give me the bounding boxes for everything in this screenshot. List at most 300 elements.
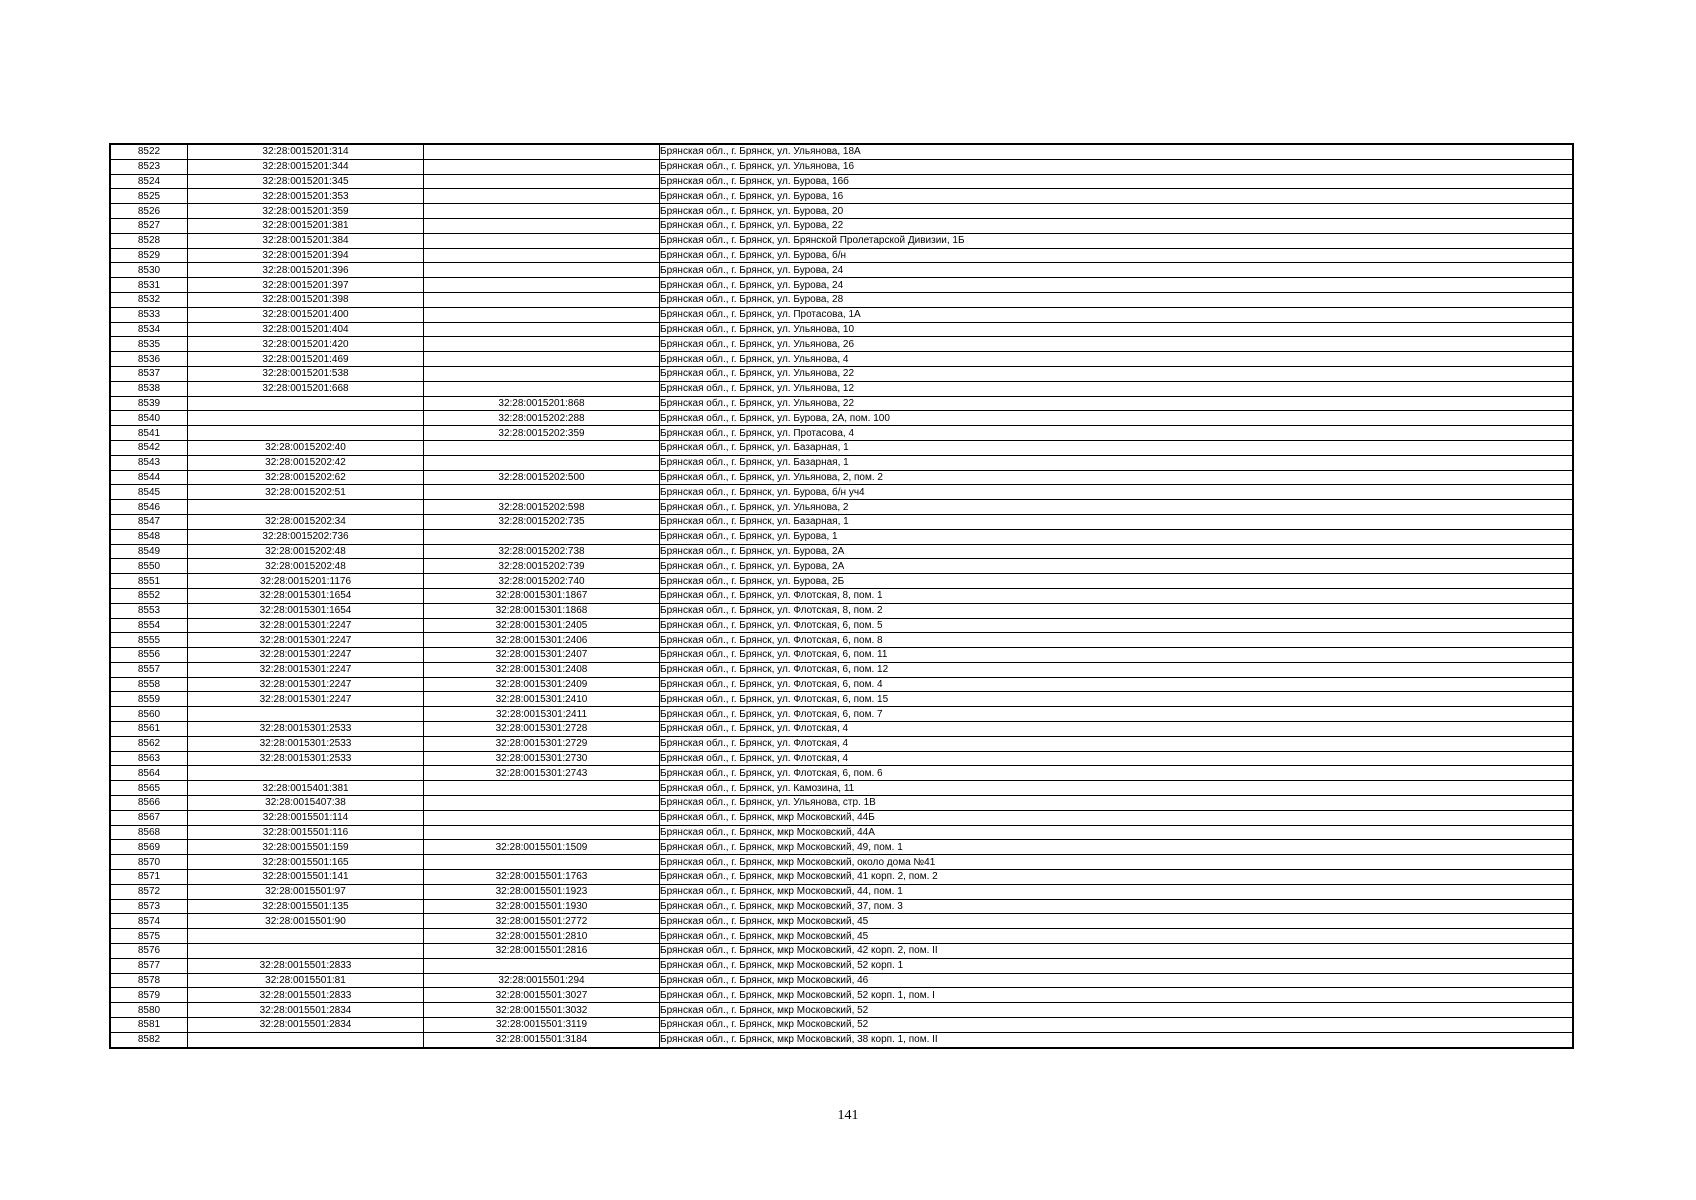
address-cell: Брянская обл., г. Брянск, мкр Московский, 42 корп. 2, пом. II xyxy=(660,944,1574,959)
land-cadastral-number-cell: 32:28:0015201:1176 xyxy=(188,574,424,589)
address-cell: Брянская обл., г. Брянск, ул. Протасова, 1А xyxy=(660,307,1574,322)
address-cell: Брянская обл., г. Брянск, ул. Флотская, 4 xyxy=(660,736,1574,751)
register-table-body xyxy=(110,144,1573,1048)
land-cadastral-number-cell xyxy=(188,766,424,781)
register-table xyxy=(109,143,1574,1049)
land-cadastral-number-cell: 32:28:0015201:400 xyxy=(188,307,424,322)
land-cadastral-number-cell xyxy=(188,707,424,722)
table-row xyxy=(110,958,1573,973)
land-cadastral-number-cell: 32:28:0015201:397 xyxy=(188,278,424,293)
table-row xyxy=(110,736,1573,751)
table-row xyxy=(110,944,1573,959)
row-number-cell: 8568 xyxy=(110,825,188,840)
object-cadastral-number-cell xyxy=(424,233,660,248)
object-cadastral-number-cell xyxy=(424,159,660,174)
address-cell: Брянская обл., г. Брянск, ул. Бурова, 24 xyxy=(660,263,1574,278)
address-cell: Брянская обл., г. Брянск, ул. Ульянова, 2, пом. 2 xyxy=(660,470,1574,485)
land-cadastral-number-cell: 32:28:0015301:2533 xyxy=(188,722,424,737)
row-number-cell: 8528 xyxy=(110,233,188,248)
table-row xyxy=(110,662,1573,677)
object-cadastral-number-cell: 32:28:0015501:2816 xyxy=(424,944,660,959)
address-cell: Брянская обл., г. Брянск, ул. Ульянова, 4 xyxy=(660,352,1574,367)
address-cell: Брянская обл., г. Брянск, ул. Ульянова, 12 xyxy=(660,381,1574,396)
row-number-cell: 8575 xyxy=(110,929,188,944)
land-cadastral-number-cell xyxy=(188,944,424,959)
object-cadastral-number-cell xyxy=(424,248,660,263)
table-row xyxy=(110,411,1573,426)
page-number: 141 xyxy=(837,1108,859,1123)
object-cadastral-number-cell: 32:28:0015301:2729 xyxy=(424,736,660,751)
address-cell: Брянская обл., г. Брянск, ул. Бурова, 2А xyxy=(660,559,1574,574)
land-cadastral-number-cell: 32:28:0015301:2533 xyxy=(188,751,424,766)
object-cadastral-number-cell: 32:28:0015501:3184 xyxy=(424,1032,660,1047)
address-cell: Брянская обл., г. Брянск, ул. Флотская, 6, пом. 6 xyxy=(660,766,1574,781)
object-cadastral-number-cell: 32:28:0015301:2743 xyxy=(424,766,660,781)
address-cell: Брянская обл., г. Брянск, мкр Московский, 46 xyxy=(660,973,1574,988)
address-cell: Брянская обл., г. Брянск, мкр Московский, 52 корп. 1 xyxy=(660,958,1574,973)
row-number-cell: 8550 xyxy=(110,559,188,574)
address-cell: Брянская обл., г. Брянск, ул. Бурова, 1 xyxy=(660,529,1574,544)
land-cadastral-number-cell: 32:28:0015501:81 xyxy=(188,973,424,988)
row-number-cell: 8581 xyxy=(110,1018,188,1033)
address-cell: Брянская обл., г. Брянск, ул. Бурова, 16 xyxy=(660,189,1574,204)
object-cadastral-number-cell: 32:28:0015202:598 xyxy=(424,500,660,515)
land-cadastral-number-cell: 32:28:0015201:420 xyxy=(188,337,424,352)
table-row xyxy=(110,381,1573,396)
row-number-cell: 8526 xyxy=(110,204,188,219)
row-number-cell: 8556 xyxy=(110,648,188,663)
table-row xyxy=(110,677,1573,692)
address-cell: Брянская обл., г. Брянск, мкр Московский, 41 корп. 2, пом. 2 xyxy=(660,870,1574,885)
object-cadastral-number-cell: 32:28:0015501:1923 xyxy=(424,884,660,899)
table-row xyxy=(110,707,1573,722)
object-cadastral-number-cell: 32:28:0015202:738 xyxy=(424,544,660,559)
table-row xyxy=(110,929,1573,944)
object-cadastral-number-cell: 32:28:0015501:1763 xyxy=(424,870,660,885)
table-row xyxy=(110,870,1573,885)
table-row xyxy=(110,825,1573,840)
table-row xyxy=(110,470,1573,485)
land-cadastral-number-cell: 32:28:0015301:2247 xyxy=(188,648,424,663)
object-cadastral-number-cell: 32:28:0015301:1867 xyxy=(424,588,660,603)
row-number-cell: 8570 xyxy=(110,855,188,870)
address-cell: Брянская обл., г. Брянск, ул. Камозина, 11 xyxy=(660,781,1574,796)
table-row xyxy=(110,603,1573,618)
object-cadastral-number-cell: 32:28:0015301:2728 xyxy=(424,722,660,737)
land-cadastral-number-cell: 32:28:0015202:40 xyxy=(188,440,424,455)
table-row xyxy=(110,914,1573,929)
table-row xyxy=(110,455,1573,470)
object-cadastral-number-cell: 32:28:0015301:2410 xyxy=(424,692,660,707)
address-cell: Брянская обл., г. Брянск, ул. Флотская, 8, пом. 1 xyxy=(660,588,1574,603)
row-number-cell: 8532 xyxy=(110,292,188,307)
table-row xyxy=(110,722,1573,737)
row-number-cell: 8545 xyxy=(110,485,188,500)
row-number-cell: 8524 xyxy=(110,174,188,189)
table-row xyxy=(110,366,1573,381)
object-cadastral-number-cell xyxy=(424,825,660,840)
row-number-cell: 8559 xyxy=(110,692,188,707)
address-cell: Брянская обл., г. Брянск, ул. Флотская, 6, пом. 12 xyxy=(660,662,1574,677)
table-row xyxy=(110,278,1573,293)
row-number-cell: 8554 xyxy=(110,618,188,633)
row-number-cell: 8552 xyxy=(110,588,188,603)
land-cadastral-number-cell: 32:28:0015202:48 xyxy=(188,559,424,574)
row-number-cell: 8564 xyxy=(110,766,188,781)
row-number-cell: 8562 xyxy=(110,736,188,751)
row-number-cell: 8543 xyxy=(110,455,188,470)
address-cell: Брянская обл., г. Брянск, мкр Московский, 49, пом. 1 xyxy=(660,840,1574,855)
table-row xyxy=(110,426,1573,441)
table-row xyxy=(110,233,1573,248)
land-cadastral-number-cell: 32:28:0015202:34 xyxy=(188,514,424,529)
row-number-cell: 8544 xyxy=(110,470,188,485)
object-cadastral-number-cell: 32:28:0015301:2405 xyxy=(424,618,660,633)
object-cadastral-number-cell xyxy=(424,810,660,825)
object-cadastral-number-cell xyxy=(424,292,660,307)
object-cadastral-number-cell xyxy=(424,352,660,367)
address-cell: Брянская обл., г. Брянск, ул. Бурова, 24 xyxy=(660,278,1574,293)
land-cadastral-number-cell xyxy=(188,411,424,426)
row-number-cell: 8567 xyxy=(110,810,188,825)
land-cadastral-number-cell: 32:28:0015501:135 xyxy=(188,899,424,914)
object-cadastral-number-cell: 32:28:0015301:2409 xyxy=(424,677,660,692)
land-cadastral-number-cell: 32:28:0015501:90 xyxy=(188,914,424,929)
object-cadastral-number-cell xyxy=(424,337,660,352)
land-cadastral-number-cell: 32:28:0015301:2247 xyxy=(188,633,424,648)
row-number-cell: 8535 xyxy=(110,337,188,352)
table-row xyxy=(110,988,1573,1003)
row-number-cell: 8541 xyxy=(110,426,188,441)
table-row xyxy=(110,574,1573,589)
land-cadastral-number-cell: 32:28:0015202:62 xyxy=(188,470,424,485)
land-cadastral-number-cell: 32:28:0015201:404 xyxy=(188,322,424,337)
address-cell: Брянская обл., г. Брянск, ул. Базарная, 1 xyxy=(660,455,1574,470)
address-cell: Брянская обл., г. Брянск, ул. Ульянова, 26 xyxy=(660,337,1574,352)
object-cadastral-number-cell: 32:28:0015301:2730 xyxy=(424,751,660,766)
row-number-cell: 8576 xyxy=(110,944,188,959)
object-cadastral-number-cell: 32:28:0015301:2407 xyxy=(424,648,660,663)
land-cadastral-number-cell: 32:28:0015501:97 xyxy=(188,884,424,899)
address-cell: Брянская обл., г. Брянск, ул. Бурова, 28 xyxy=(660,292,1574,307)
row-number-cell: 8573 xyxy=(110,899,188,914)
table-row xyxy=(110,1018,1573,1033)
table-row xyxy=(110,618,1573,633)
land-cadastral-number-cell: 32:28:0015301:1654 xyxy=(188,603,424,618)
row-number-cell: 8557 xyxy=(110,662,188,677)
land-cadastral-number-cell: 32:28:0015202:48 xyxy=(188,544,424,559)
land-cadastral-number-cell: 32:28:0015201:314 xyxy=(188,144,424,159)
table-row xyxy=(110,840,1573,855)
land-cadastral-number-cell: 32:28:0015201:359 xyxy=(188,204,424,219)
row-number-cell: 8538 xyxy=(110,381,188,396)
land-cadastral-number-cell: 32:28:0015201:668 xyxy=(188,381,424,396)
object-cadastral-number-cell xyxy=(424,218,660,233)
object-cadastral-number-cell: 32:28:0015202:500 xyxy=(424,470,660,485)
object-cadastral-number-cell xyxy=(424,278,660,293)
land-cadastral-number-cell: 32:28:0015301:2247 xyxy=(188,618,424,633)
address-cell: Брянская обл., г. Брянск, ул. Бурова, 2А, пом. 100 xyxy=(660,411,1574,426)
land-cadastral-number-cell: 32:28:0015201:538 xyxy=(188,366,424,381)
object-cadastral-number-cell xyxy=(424,855,660,870)
row-number-cell: 8536 xyxy=(110,352,188,367)
address-cell: Брянская обл., г. Брянск, ул. Флотская, 4 xyxy=(660,751,1574,766)
row-number-cell: 8540 xyxy=(110,411,188,426)
object-cadastral-number-cell: 32:28:0015501:3027 xyxy=(424,988,660,1003)
object-cadastral-number-cell xyxy=(424,189,660,204)
table-row xyxy=(110,692,1573,707)
land-cadastral-number-cell: 32:28:0015301:2533 xyxy=(188,736,424,751)
row-number-cell: 8582 xyxy=(110,1032,188,1047)
row-number-cell: 8558 xyxy=(110,677,188,692)
address-cell: Брянская обл., г. Брянск, мкр Московский, 52 корп. 1, пом. I xyxy=(660,988,1574,1003)
row-number-cell: 8539 xyxy=(110,396,188,411)
row-number-cell: 8565 xyxy=(110,781,188,796)
row-number-cell: 8527 xyxy=(110,218,188,233)
object-cadastral-number-cell xyxy=(424,455,660,470)
object-cadastral-number-cell xyxy=(424,204,660,219)
table-row xyxy=(110,529,1573,544)
land-cadastral-number-cell xyxy=(188,426,424,441)
table-row xyxy=(110,1003,1573,1018)
land-cadastral-number-cell: 32:28:0015201:394 xyxy=(188,248,424,263)
row-number-cell: 8553 xyxy=(110,603,188,618)
address-cell: Брянская обл., г. Брянск, ул. Бурова, 2Б xyxy=(660,574,1574,589)
table-row xyxy=(110,159,1573,174)
object-cadastral-number-cell xyxy=(424,144,660,159)
table-row xyxy=(110,648,1573,663)
row-number-cell: 8547 xyxy=(110,514,188,529)
land-cadastral-number-cell: 32:28:0015201:384 xyxy=(188,233,424,248)
row-number-cell: 8529 xyxy=(110,248,188,263)
row-number-cell: 8569 xyxy=(110,840,188,855)
address-cell: Брянская обл., г. Брянск, ул. Бурова, б/н уч4 xyxy=(660,485,1574,500)
table-row xyxy=(110,307,1573,322)
row-number-cell: 8577 xyxy=(110,958,188,973)
row-number-cell: 8533 xyxy=(110,307,188,322)
address-cell: Брянская обл., г. Брянск, мкр Московский, 38 корп. 1, пом. II xyxy=(660,1032,1574,1047)
object-cadastral-number-cell: 32:28:0015301:1868 xyxy=(424,603,660,618)
land-cadastral-number-cell: 32:28:0015501:165 xyxy=(188,855,424,870)
land-cadastral-number-cell: 32:28:0015501:141 xyxy=(188,870,424,885)
row-number-cell: 8523 xyxy=(110,159,188,174)
address-cell: Брянская обл., г. Брянск, ул. Ульянова, 16 xyxy=(660,159,1574,174)
row-number-cell: 8560 xyxy=(110,707,188,722)
table-row xyxy=(110,485,1573,500)
table-row xyxy=(110,973,1573,988)
address-cell: Брянская обл., г. Брянск, ул. Бурова, б/н xyxy=(660,248,1574,263)
object-cadastral-number-cell: 32:28:0015202:740 xyxy=(424,574,660,589)
table-row xyxy=(110,218,1573,233)
object-cadastral-number-cell xyxy=(424,796,660,811)
address-cell: Брянская обл., г. Брянск, мкр Московский, 37, пом. 3 xyxy=(660,899,1574,914)
object-cadastral-number-cell xyxy=(424,485,660,500)
row-number-cell: 8574 xyxy=(110,914,188,929)
table-row xyxy=(110,751,1573,766)
land-cadastral-number-cell: 32:28:0015401:381 xyxy=(188,781,424,796)
object-cadastral-number-cell: 32:28:0015501:1509 xyxy=(424,840,660,855)
table-row xyxy=(110,440,1573,455)
table-row xyxy=(110,322,1573,337)
address-cell: Брянская обл., г. Брянск, ул. Флотская, 6, пом. 8 xyxy=(660,633,1574,648)
table-row xyxy=(110,144,1573,159)
address-cell: Брянская обл., г. Брянск, мкр Московский, 45 xyxy=(660,929,1574,944)
address-cell: Брянская обл., г. Брянск, ул. Флотская, 6, пом. 7 xyxy=(660,707,1574,722)
land-cadastral-number-cell: 32:28:0015301:1654 xyxy=(188,588,424,603)
object-cadastral-number-cell: 32:28:0015301:2406 xyxy=(424,633,660,648)
table-row xyxy=(110,204,1573,219)
land-cadastral-number-cell: 32:28:0015301:2247 xyxy=(188,662,424,677)
address-cell: Брянская обл., г. Брянск, ул. Ульянова, 10 xyxy=(660,322,1574,337)
row-number-cell: 8563 xyxy=(110,751,188,766)
address-cell: Брянская обл., г. Брянск, ул. Флотская, 6, пом. 4 xyxy=(660,677,1574,692)
table-row xyxy=(110,263,1573,278)
land-cadastral-number-cell xyxy=(188,929,424,944)
land-cadastral-number-cell xyxy=(188,1032,424,1047)
row-number-cell: 8551 xyxy=(110,574,188,589)
row-number-cell: 8579 xyxy=(110,988,188,1003)
address-cell: Брянская обл., г. Брянск, ул. Базарная, 1 xyxy=(660,514,1574,529)
address-cell: Брянская обл., г. Брянск, ул. Ульянова, 2 xyxy=(660,500,1574,515)
row-number-cell: 8561 xyxy=(110,722,188,737)
object-cadastral-number-cell xyxy=(424,174,660,189)
object-cadastral-number-cell: 32:28:0015301:2411 xyxy=(424,707,660,722)
land-cadastral-number-cell: 32:28:0015202:51 xyxy=(188,485,424,500)
land-cadastral-number-cell: 32:28:0015407:38 xyxy=(188,796,424,811)
address-cell: Брянская обл., г. Брянск, ул. Брянской Пролетарской Дивизии, 1Б xyxy=(660,233,1574,248)
table-row xyxy=(110,796,1573,811)
land-cadastral-number-cell: 32:28:0015202:736 xyxy=(188,529,424,544)
address-cell: Брянская обл., г. Брянск, ул. Базарная, 1 xyxy=(660,440,1574,455)
object-cadastral-number-cell: 32:28:0015202:359 xyxy=(424,426,660,441)
object-cadastral-number-cell: 32:28:0015501:3032 xyxy=(424,1003,660,1018)
object-cadastral-number-cell: 32:28:0015501:2810 xyxy=(424,929,660,944)
object-cadastral-number-cell xyxy=(424,529,660,544)
address-cell: Брянская обл., г. Брянск, ул. Протасова, 4 xyxy=(660,426,1574,441)
address-cell: Брянская обл., г. Брянск, ул. Ульянова, 22 xyxy=(660,366,1574,381)
land-cadastral-number-cell: 32:28:0015301:2247 xyxy=(188,692,424,707)
address-cell: Брянская обл., г. Брянск, ул. Ульянова, 22 xyxy=(660,396,1574,411)
row-number-cell: 8580 xyxy=(110,1003,188,1018)
row-number-cell: 8531 xyxy=(110,278,188,293)
table-row xyxy=(110,514,1573,529)
object-cadastral-number-cell: 32:28:0015501:1930 xyxy=(424,899,660,914)
row-number-cell: 8546 xyxy=(110,500,188,515)
row-number-cell: 8555 xyxy=(110,633,188,648)
address-cell: Брянская обл., г. Брянск, мкр Московский, 44Б xyxy=(660,810,1574,825)
address-cell: Брянская обл., г. Брянск, ул. Флотская, 8, пом. 2 xyxy=(660,603,1574,618)
object-cadastral-number-cell: 32:28:0015202:735 xyxy=(424,514,660,529)
land-cadastral-number-cell: 32:28:0015501:159 xyxy=(188,840,424,855)
row-number-cell: 8571 xyxy=(110,870,188,885)
land-cadastral-number-cell: 32:28:0015501:2834 xyxy=(188,1018,424,1033)
row-number-cell: 8537 xyxy=(110,366,188,381)
address-cell: Брянская обл., г. Брянск, ул. Бурова, 20 xyxy=(660,204,1574,219)
address-cell: Брянская обл., г. Брянск, ул. Флотская, 4 xyxy=(660,722,1574,737)
address-cell: Брянская обл., г. Брянск, ул. Бурова, 16б xyxy=(660,174,1574,189)
land-cadastral-number-cell: 32:28:0015201:469 xyxy=(188,352,424,367)
land-cadastral-number-cell: 32:28:0015201:344 xyxy=(188,159,424,174)
table-row xyxy=(110,766,1573,781)
land-cadastral-number-cell: 32:28:0015202:42 xyxy=(188,455,424,470)
row-number-cell: 8572 xyxy=(110,884,188,899)
object-cadastral-number-cell xyxy=(424,263,660,278)
row-number-cell: 8548 xyxy=(110,529,188,544)
table-row xyxy=(110,248,1573,263)
table-row xyxy=(110,292,1573,307)
object-cadastral-number-cell xyxy=(424,381,660,396)
address-cell: Брянская обл., г. Брянск, мкр Московский, 52 xyxy=(660,1018,1574,1033)
table-row xyxy=(110,396,1573,411)
address-cell: Брянская обл., г. Брянск, мкр Московский, 45 xyxy=(660,914,1574,929)
register-sheet xyxy=(109,143,1574,1049)
land-cadastral-number-cell: 32:28:0015301:2247 xyxy=(188,677,424,692)
table-row xyxy=(110,174,1573,189)
row-number-cell: 8522 xyxy=(110,144,188,159)
table-row xyxy=(110,559,1573,574)
table-row xyxy=(110,352,1573,367)
land-cadastral-number-cell xyxy=(188,500,424,515)
land-cadastral-number-cell: 32:28:0015201:381 xyxy=(188,218,424,233)
land-cadastral-number-cell: 32:28:0015501:2833 xyxy=(188,988,424,1003)
object-cadastral-number-cell xyxy=(424,958,660,973)
land-cadastral-number-cell: 32:28:0015201:396 xyxy=(188,263,424,278)
object-cadastral-number-cell: 32:28:0015202:739 xyxy=(424,559,660,574)
object-cadastral-number-cell: 32:28:0015501:3119 xyxy=(424,1018,660,1033)
table-row xyxy=(110,500,1573,515)
table-row xyxy=(110,189,1573,204)
row-number-cell: 8549 xyxy=(110,544,188,559)
land-cadastral-number-cell: 32:28:0015201:398 xyxy=(188,292,424,307)
row-number-cell: 8530 xyxy=(110,263,188,278)
table-row xyxy=(110,884,1573,899)
table-row xyxy=(110,810,1573,825)
table-row xyxy=(110,855,1573,870)
table-row xyxy=(110,337,1573,352)
object-cadastral-number-cell: 32:28:0015501:294 xyxy=(424,973,660,988)
land-cadastral-number-cell xyxy=(188,396,424,411)
object-cadastral-number-cell xyxy=(424,307,660,322)
table-row xyxy=(110,544,1573,559)
table-row xyxy=(110,1032,1573,1047)
land-cadastral-number-cell: 32:28:0015501:116 xyxy=(188,825,424,840)
object-cadastral-number-cell: 32:28:0015301:2408 xyxy=(424,662,660,677)
row-number-cell: 8534 xyxy=(110,322,188,337)
table-row xyxy=(110,781,1573,796)
object-cadastral-number-cell: 32:28:0015202:288 xyxy=(424,411,660,426)
table-row xyxy=(110,633,1573,648)
land-cadastral-number-cell: 32:28:0015501:2833 xyxy=(188,958,424,973)
object-cadastral-number-cell xyxy=(424,322,660,337)
object-cadastral-number-cell xyxy=(424,781,660,796)
object-cadastral-number-cell xyxy=(424,366,660,381)
land-cadastral-number-cell: 32:28:0015501:114 xyxy=(188,810,424,825)
object-cadastral-number-cell: 32:28:0015201:868 xyxy=(424,396,660,411)
land-cadastral-number-cell: 32:28:0015201:345 xyxy=(188,174,424,189)
address-cell: Брянская обл., г. Брянск, ул. Флотская, 6, пом. 5 xyxy=(660,618,1574,633)
table-row xyxy=(110,588,1573,603)
address-cell: Брянская обл., г. Брянск, мкр Московский, 44А xyxy=(660,825,1574,840)
object-cadastral-number-cell xyxy=(424,440,660,455)
address-cell: Брянская обл., г. Брянск, ул. Флотская, 6, пом. 15 xyxy=(660,692,1574,707)
address-cell: Брянская обл., г. Брянск, ул. Ульянова, стр. 1В xyxy=(660,796,1574,811)
land-cadastral-number-cell: 32:28:0015201:353 xyxy=(188,189,424,204)
address-cell: Брянская обл., г. Брянск, ул. Бурова, 22 xyxy=(660,218,1574,233)
address-cell: Брянская обл., г. Брянск, ул. Бурова, 2А xyxy=(660,544,1574,559)
table-row xyxy=(110,899,1573,914)
address-cell: Брянская обл., г. Брянск, ул. Ульянова, 18А xyxy=(660,144,1574,159)
row-number-cell: 8566 xyxy=(110,796,188,811)
